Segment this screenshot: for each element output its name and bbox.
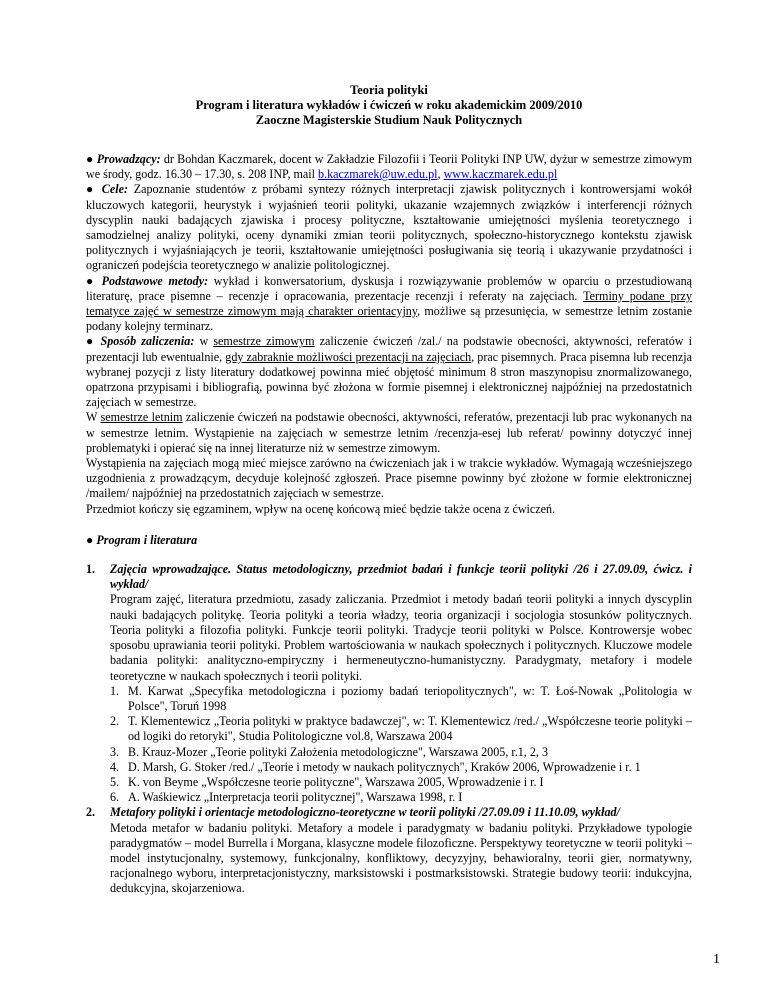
reference-list [110,684,692,806]
topic-number: 2. [86,805,96,820]
exam-paragraph: Przedmiot kończy się egzaminem, wpływ na ocenę końcową mieć będzie także ocena z ćwiczeń. [86,501,556,516]
website-link[interactable]: www.kaczmarek.edu.pl [443,167,558,182]
goals-paragraph: ● Cele: Zapoznanie studentów z próbami syntezy różnych interpretacji zjawisk politycznych i kontrowersjami wokół kluczowych kategorii, heurystyk i wyjaśnień teorii polityki, ukazanie wzajemnych związków i interferencji różnych dyscyplin nauki badających zjawiska i procesy polityczne, kształtowanie umiejętności myślenia teoretycznego i samodzielnej analizy polityki, oceny dynamiki zmian teorii politycznych, społeczno-historycznego kontekstu zjawisk politycznych i wyjaśniających je teorii, kształtowanie umiejętności posługiwania się teorią i ukazywanie przydatności i ograniczeń podejścia teoretycznego w analizie politologicznej. [86,182,692,273]
reference-item [110,760,692,775]
bullet-icon: ● [86,152,94,166]
bullet-icon: ● [86,334,96,349]
email-link[interactable]: b.kaczmarek@uw.edu.pl [318,167,438,182]
topic-title: Zajęcia wprowadzające. Status metodologiczny, przedmiot badań i funkcje teorii polityki /26 i 27.09.09, ćwicz. i wykład/ [110,562,692,592]
reference-item [110,790,692,805]
grading-paragraph: ● Sposób zaliczenia: w semestrze zimowym zaliczenie ćwiczeń /zal./ na podstawie obecności, aktywności, referatów i prezentacji lub ewentualnie, gdy zabraknie możliwości prezentacji na zajęciach, prac pisemnych. Praca pisemna lub recenzja wybranej pozycji z listy literatury dodatkowej powinna mieć objętość minimum 8 stron maszynopisu znormalizowanego, opatrzona przypisami i bibliografią, powinna być złożona w formie pisemnej i elektronicznej najpóźniej na przedostatnich zajęciach w semestrze. [86,334,692,410]
program-heading: ● Program i literatura [86,532,198,547]
methods-label: Podstawowe metody: [101,273,209,288]
reference-text: T. Klementewicz „Teoria polityki w praktyce badawczej", w: T. Klementewicz /red./ „Współczesne teorie polityki – od logiki do retoryki", Studia Politologiczne vol.8, Warszawa 2004 [128,714,692,744]
lecturer-paragraph: ● Prowadzący: dr Bohdan Kaczmarek, docent w Zakładzie Filozofii i Teorii Polityki INP UW, dyżur w semestrze zimowym we środy, godz. 16.30 – 17.30, s. 208 INP, mail b.kaczmarek@uw.edu.pl, www.kaczmarek.edu.pl [86,152,693,182]
summer-paragraph: W semestrze letnim zaliczenie ćwiczeń na podstawie obecności, aktywności, referatów, prezentacji lub prac wykonanych na w semestrze letnim. Wystąpienie na zajęciach w semestrze letnim /recenzja-esej lub referat/ powinny dotyczyć innej problematyki i opierać się na innej literaturze niż w semestrze zimowym. [86,410,692,455]
reference-item [110,745,692,760]
reference-text: K. von Beyme „Współczesne teorie polityczne", Warszawa 2005, Wprowadzenie i r. I [128,774,544,789]
topic-list [86,562,692,896]
topic-number: 1. [86,562,96,577]
reference-number: 1. [110,683,120,698]
document-title: Teoria polityki [350,83,428,97]
reference-number: 2. [110,714,120,729]
grading-label: Sposób zaliczenia: [100,334,195,349]
reference-number: 6. [110,790,120,805]
goals-label: Cele: [101,182,128,197]
reference-item [110,684,692,714]
methods-paragraph: ● Podstawowe metody: wykład i konwersatorium, dyskusja i rozwiązywanie problemów w oparciu o przestudiowaną literaturę, prace pisemne – recenzje i opracowania, prezentacje recenzji i referaty na zajęciach. Terminy podane przy tematyce zajęć w semestrze zimowym mają charakter orientacyjny, możliwe są przesunięcia, w semestrze letnim zostanie podany kolejny terminarz. [86,273,693,334]
reference-text: D. Marsh, G. Stoker /red./ „Teorie i metody w naukach politycznych", Kraków 2006, Wprowadzenie i r. 1 [128,759,641,774]
topic-description: Metoda metafor w badaniu polityki. Metafory a modele i paradygmaty w badaniu polityki. Przykładowe typologie paradygmatów – model Burrella i Morgana, klasyczne modele filozoficzne. Perspektywy teoretyczne w teorii polityki – model instytucjonalny, systemowy, funkcjonalny, konfliktowy, decyzyjny, behawioralny, teorii gier, normatywny, racjonalnego wyboru, interpretacjonistyczny, marksistowski i postmarksistowski. Strategie budowy teorii: indukcyjna, dedukcyjna, skojarzeniowa. [110,820,692,896]
bullet-icon: ● [86,532,94,547]
document-page [86,83,692,897]
reference-item [110,775,692,790]
reference-number: 4. [110,759,120,774]
reference-text: A. Waśkiewicz „Interpretacja teorii politycznej", Warszawa 1998, r. I [128,790,463,805]
page-number: 1 [713,952,720,967]
topic-item [86,805,692,896]
course-info [86,152,692,517]
topic-item [86,562,692,805]
document-subtitle: Program i literatura wykładów i ćwiczeń w roku akademickim 2009/2010 [195,98,583,112]
topic-title: Metafory polityki i orientacje metodologiczno-teoretyczne w teorii polityki /27.09.09 i 11.10.09, wykład/ [110,805,620,820]
reference-text: M. Karwat „Specyfika metodologiczna i poziomy badań teriopolitycznych", w: T. Łoś-Nowak „Politologia w Polsce", Toruń 1998 [128,683,692,713]
reference-number: 5. [110,774,120,789]
bullet-icon: ● [86,182,97,197]
reference-item [110,714,692,744]
document-header [86,83,692,128]
topic-description: Program zajęć, literatura przedmiotu, zasady zaliczania. Przedmiot i metody badań teorii polityki a innych dyscyplin nauki badających politykę. Teoria polityki a teoria władzy, teoria organizacji i socjologia stosunków politycznych. Teoria polityki a filozofia polityki. Funkcje teorii polityki. Tradycje teorii polityki w Polsce. Kontrowersje wobec sposobu uprawiania teorii polityki. Problem wartościowania w naukach społecznych i politycznych. Kluczowe modele badania polityki: analityczno-empiryczny i hermeneutyczno-humanistyczny. Paradygmaty, metafory i modele teoretyczne w naukach społecznych i teorii polityki. [110,592,692,683]
reference-number: 3. [110,744,120,759]
reference-text: B. Krauz-Mozer „Teorie polityki Założenia metodologiczne", Warszawa 2005, r.1, 2, 3 [128,744,548,759]
bullet-icon: ● [86,273,96,288]
presentations-paragraph: Wystąpienia na zajęciach mogą mieć miejsce zarówno na ćwiczeniach jak i w trakcie wykładów. Wymagają wcześniejszego uzgodnienia z prowadzącym, decyduje kolejność zgłoszeń. Prace pisemne powinny być złożone w formie elektronicznej /mailem/ najpóźniej na przedostatnich zajęciach w semestrze. [86,456,692,501]
lecturer-label: Prowadzący: [96,152,161,166]
document-program: Zaoczne Magisterskie Studium Nauk Politycznych [255,113,523,127]
